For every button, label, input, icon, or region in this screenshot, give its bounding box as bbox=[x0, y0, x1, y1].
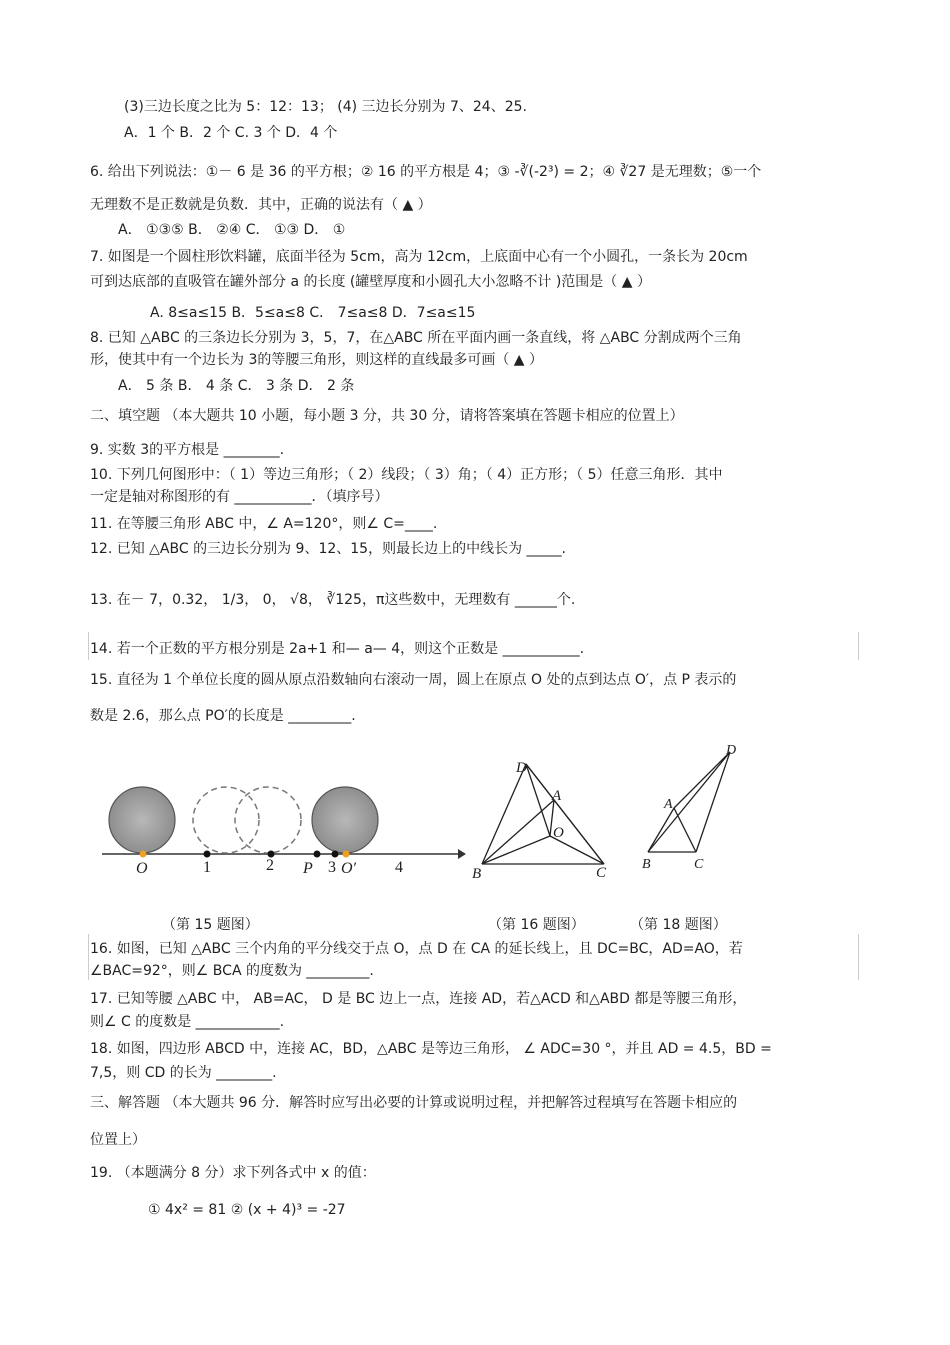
scan-mark-right bbox=[858, 632, 859, 660]
text-line: 19. （本题满分 8 分）求下列各式中 x 的值： bbox=[90, 1165, 376, 1181]
text-line: 形，使其中有一个边长为 3的等腰三角形，则这样的直线最多可画（ ▲ ） bbox=[90, 352, 544, 368]
label-c: C bbox=[694, 857, 704, 872]
caption-fig16: （第 16 题图） bbox=[488, 917, 585, 933]
label-2: 2 bbox=[266, 857, 274, 874]
text-line: ∠BAC=92°，则∠ BCA 的度数为 _________. bbox=[90, 963, 374, 979]
text-line: A．1 个 B．2 个 C. 3 个 D．4 个 bbox=[124, 125, 338, 141]
text-line: 数是 2.6，那么点 PO′的长度是 _________. bbox=[90, 708, 356, 724]
figure-18-quadrilateral bbox=[636, 740, 746, 875]
figure-15-number-line bbox=[98, 775, 468, 885]
text-line: 位置上） bbox=[90, 1132, 146, 1148]
text-line: 18. 如图，四边形 ABCD 中，连接 AC，BD，△ABC 是等边三角形， ∠ ADC=30 °，并且 AD = 4.5，BD = bbox=[90, 1041, 772, 1057]
rolling-circle-end bbox=[312, 787, 378, 853]
text-line: 三、解答题 （本大题共 96 分．解答时应写出必要的计算或说明过程，并把解答过程填写在答题卡相应的 bbox=[90, 1095, 738, 1111]
text-line: A． ①③⑤ B． ②④ C． ①③ D． ① bbox=[118, 222, 346, 238]
text-line: 一定是轴对称图形的有 ___________．（填序号） bbox=[90, 489, 389, 505]
text-line: (3)三边长度之比为 5：12：13； (4) 三边长分别为 7、24、25. bbox=[124, 99, 527, 115]
text-line: 10. 下列几何图形中：（ 1）等边三角形；（ 2）线段；（ 3）角；（ 4）正方形；（ 5）任意三角形．其中 bbox=[90, 467, 723, 483]
caption-fig18: （第 18 题图） bbox=[630, 917, 727, 933]
label-b: B bbox=[472, 866, 482, 882]
text-line: 可到达底部的直吸管在罐外部分 a 的长度 (罐壁厚度和小圆孔大小忽略不计 )范围是（ ▲ ） bbox=[90, 274, 651, 290]
caption-fig15: （第 15 题图） bbox=[162, 917, 259, 933]
scan-mark-right-2 bbox=[858, 934, 859, 980]
label-p: P bbox=[303, 860, 313, 877]
label-o: O bbox=[553, 825, 564, 841]
rolling-circle-dashed-1 bbox=[193, 787, 259, 853]
text-line: 15. 直径为 1 个单位长度的圆从原点沿数轴向右滚动一周，圆上在原点 O 处的点到达点 O′，点 P 表示的 bbox=[90, 672, 737, 688]
label-c: C bbox=[596, 865, 607, 881]
label-d: D bbox=[516, 760, 527, 776]
text-line: 9. 实数 3的平方根是 ________. bbox=[90, 442, 285, 458]
label-a: A bbox=[664, 797, 673, 812]
text-line: 7. 如图是一个圆柱形饮料罐，底面半径为 5cm，高为 12cm，上底面中心有一个小圆孔，一条长为 20cm bbox=[90, 249, 748, 265]
text-line: 则∠ C 的度数是 ____________. bbox=[90, 1014, 285, 1030]
text-line: 17. 已知等腰 △ABC 中， AB=AC， D 是 BC 边上一点，连接 AD，若△ACD 和△ABD 都是等腰三角形， bbox=[90, 991, 747, 1007]
rolling-circle-dashed-2 bbox=[235, 787, 301, 853]
text-line: 8. 已知 △ABC 的三条边长分别为 3，5，7，在△ABC 所在平面内画一条直线，将 △ABC 分割成两个三角 bbox=[90, 330, 742, 346]
text-line: 11. 在等腰三角形 ABC 中，∠ A=120°，则∠ C=____. bbox=[90, 516, 438, 532]
text-line: 12. 已知 △ABC 的三边长分别为 9、12、15，则最长边上的中线长为 _____. bbox=[90, 541, 566, 557]
text-line: 7,5，则 CD 的长为 ________. bbox=[90, 1065, 277, 1081]
text-line: 14. 若一个正数的平方根分别是 2a+1 和— a— 4，则这个正数是 ___________. bbox=[90, 641, 585, 657]
label-o-prime: O′ bbox=[341, 860, 357, 877]
label-4: 4 bbox=[395, 859, 403, 876]
label-a: A bbox=[552, 788, 562, 804]
text-line: 无理数不是正数就是负数．其中，正确的说法有（ ▲ ） bbox=[90, 197, 432, 213]
label-1: 1 bbox=[203, 859, 211, 876]
text-line: 16. 如图，已知 △ABC 三个内角的平分线交于点 O，点 D 在 CA 的延长线上，且 DC=BC，AD=AO，若 bbox=[90, 941, 743, 957]
scan-mark-left bbox=[88, 632, 89, 660]
label-d: D bbox=[726, 743, 737, 758]
label-b: B bbox=[642, 857, 651, 872]
text-line: A． 5 条 B． 4 条 C． 3 条 D． 2 条 bbox=[118, 378, 355, 394]
text-line: 6. 给出下列说法：①－ 6 是 36 的平方根；② 16 的平方根是 4；③ -∛(-2³) = 2；④ ∛27 是无理数；⑤一个 bbox=[90, 164, 762, 180]
text-line: 二、填空题 （本大题共 10 小题，每小题 3 分，共 30 分，请将答案填在答题卡相应的位置上） bbox=[90, 408, 684, 424]
scan-mark-left-2 bbox=[88, 934, 89, 980]
rolling-circle-start bbox=[109, 787, 175, 853]
label-o: O bbox=[136, 860, 148, 877]
text-line: ① 4x² = 81 ② (x + 4)³ = -27 bbox=[148, 1202, 346, 1218]
label-3: 3 bbox=[328, 859, 336, 876]
text-line: 13. 在－ 7，0.32， 1/3， 0， √8， ∛125，π这些数中，无理数有 ______个. bbox=[90, 592, 576, 608]
figure-16-triangle bbox=[466, 752, 616, 887]
text-line: A. 8≤a≤15 B．5≤a≤8 C． 7≤a≤8 D．7≤a≤15 bbox=[150, 305, 476, 321]
